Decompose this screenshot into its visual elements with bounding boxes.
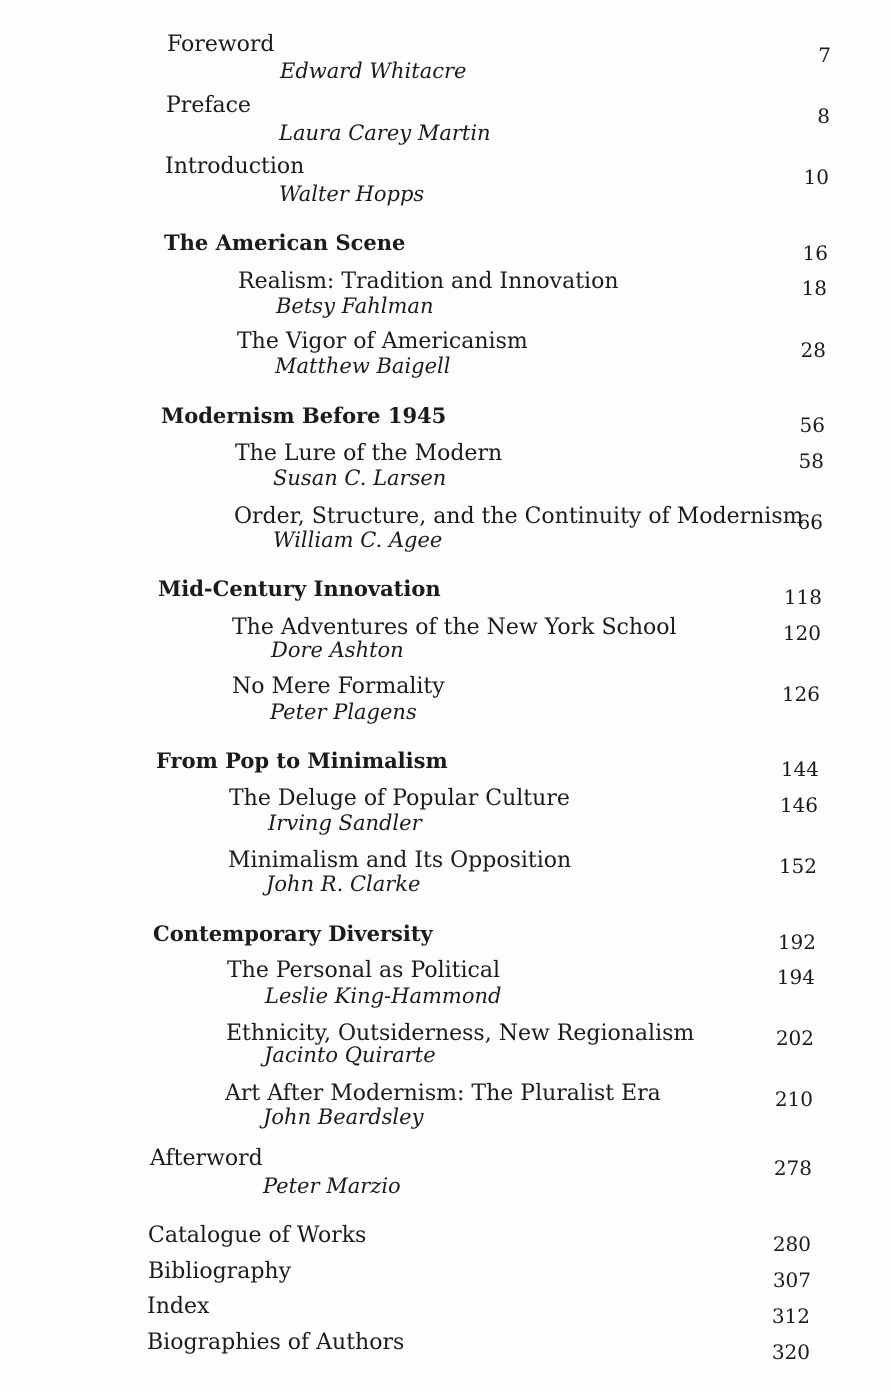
toc-page-number: 28 <box>800 338 826 362</box>
toc-page-number: 152 <box>778 854 817 878</box>
toc-page-number: 202 <box>775 1026 814 1050</box>
toc-author: Betsy Fahlman <box>276 294 434 318</box>
toc-title: Afterword <box>150 1146 263 1171</box>
section-page-number: 118 <box>783 585 822 609</box>
toc-author: Peter Plagens <box>270 700 417 724</box>
toc-title: Biographies of Authors <box>147 1330 405 1355</box>
section-title: From Pop to Minimalism <box>156 748 448 773</box>
toc-page-number: 8 <box>817 104 830 128</box>
toc-title: Preface <box>166 93 251 118</box>
toc-title: Ethnicity, Outsiderness, New Regionalism <box>226 1021 695 1046</box>
toc-title: Art After Modernism: The Pluralist Era <box>225 1081 661 1106</box>
toc-page-number: 120 <box>782 621 821 645</box>
toc-title: Introduction <box>165 154 305 179</box>
toc-page-number: 7 <box>818 43 831 67</box>
toc-title: Catalogue of Works <box>148 1223 367 1248</box>
section-title: The American Scene <box>164 230 406 255</box>
toc-author: John Beardsley <box>263 1105 424 1129</box>
toc-title: The Personal as Political <box>227 958 501 983</box>
toc-author: Walter Hopps <box>279 182 425 206</box>
section-title: Modernism Before 1945 <box>161 403 447 428</box>
toc-page-number: 66 <box>797 510 823 534</box>
toc-title: Bibliography <box>148 1259 291 1284</box>
section-page-number: 144 <box>780 757 819 781</box>
toc-page-number: 320 <box>771 1340 810 1364</box>
toc-page-number: 278 <box>773 1156 812 1180</box>
toc-page-number: 10 <box>803 165 829 189</box>
toc-page-number: 210 <box>774 1087 813 1111</box>
toc-page-number: 126 <box>781 682 820 706</box>
toc-title: No Mere Formality <box>232 674 445 699</box>
toc-title: The Adventures of the New York School <box>232 615 677 640</box>
section-title: Mid-Century Innovation <box>158 576 441 601</box>
toc-title: Order, Structure, and the Continuity of Modernism <box>234 504 804 529</box>
toc-title: The Deluge of Popular Culture <box>229 786 570 811</box>
toc-page-number: 58 <box>798 449 824 473</box>
toc-page-number: 312 <box>771 1304 810 1328</box>
toc-title: Index <box>147 1294 210 1319</box>
toc-page-number: 307 <box>772 1268 811 1292</box>
toc-author: Laura Carey Martin <box>279 121 491 145</box>
section-page-number: 192 <box>777 930 816 954</box>
toc-author: William C. Agee <box>273 528 443 552</box>
section-title: Contemporary Diversity <box>153 921 433 946</box>
toc-author: Peter Marzio <box>263 1174 401 1198</box>
toc-page-number: 18 <box>801 276 827 300</box>
toc-author: Leslie King-Hammond <box>265 984 502 1008</box>
toc-author: Susan C. Larsen <box>273 466 447 490</box>
toc-page-number: 146 <box>779 793 818 817</box>
toc-title: The Vigor of Americanism <box>237 329 528 354</box>
toc-title: Foreword <box>167 32 275 57</box>
toc-author: Dore Ashton <box>271 638 404 662</box>
toc-author: John R. Clarke <box>266 872 421 896</box>
toc-page-number: 194 <box>776 965 815 989</box>
toc-author: Irving Sandler <box>268 811 422 835</box>
toc-title: The Lure of the Modern <box>235 441 503 466</box>
toc-author: Matthew Baigell <box>275 354 451 378</box>
section-page-number: 56 <box>799 413 825 437</box>
toc-author: Edward Whitacre <box>280 59 467 83</box>
toc-author: Jacinto Quirarte <box>264 1043 436 1067</box>
toc-title: Minimalism and Its Opposition <box>228 848 572 873</box>
toc-title: Realism: Tradition and Innovation <box>238 269 619 294</box>
section-page-number: 16 <box>802 241 828 265</box>
toc-page-number: 280 <box>772 1232 811 1256</box>
